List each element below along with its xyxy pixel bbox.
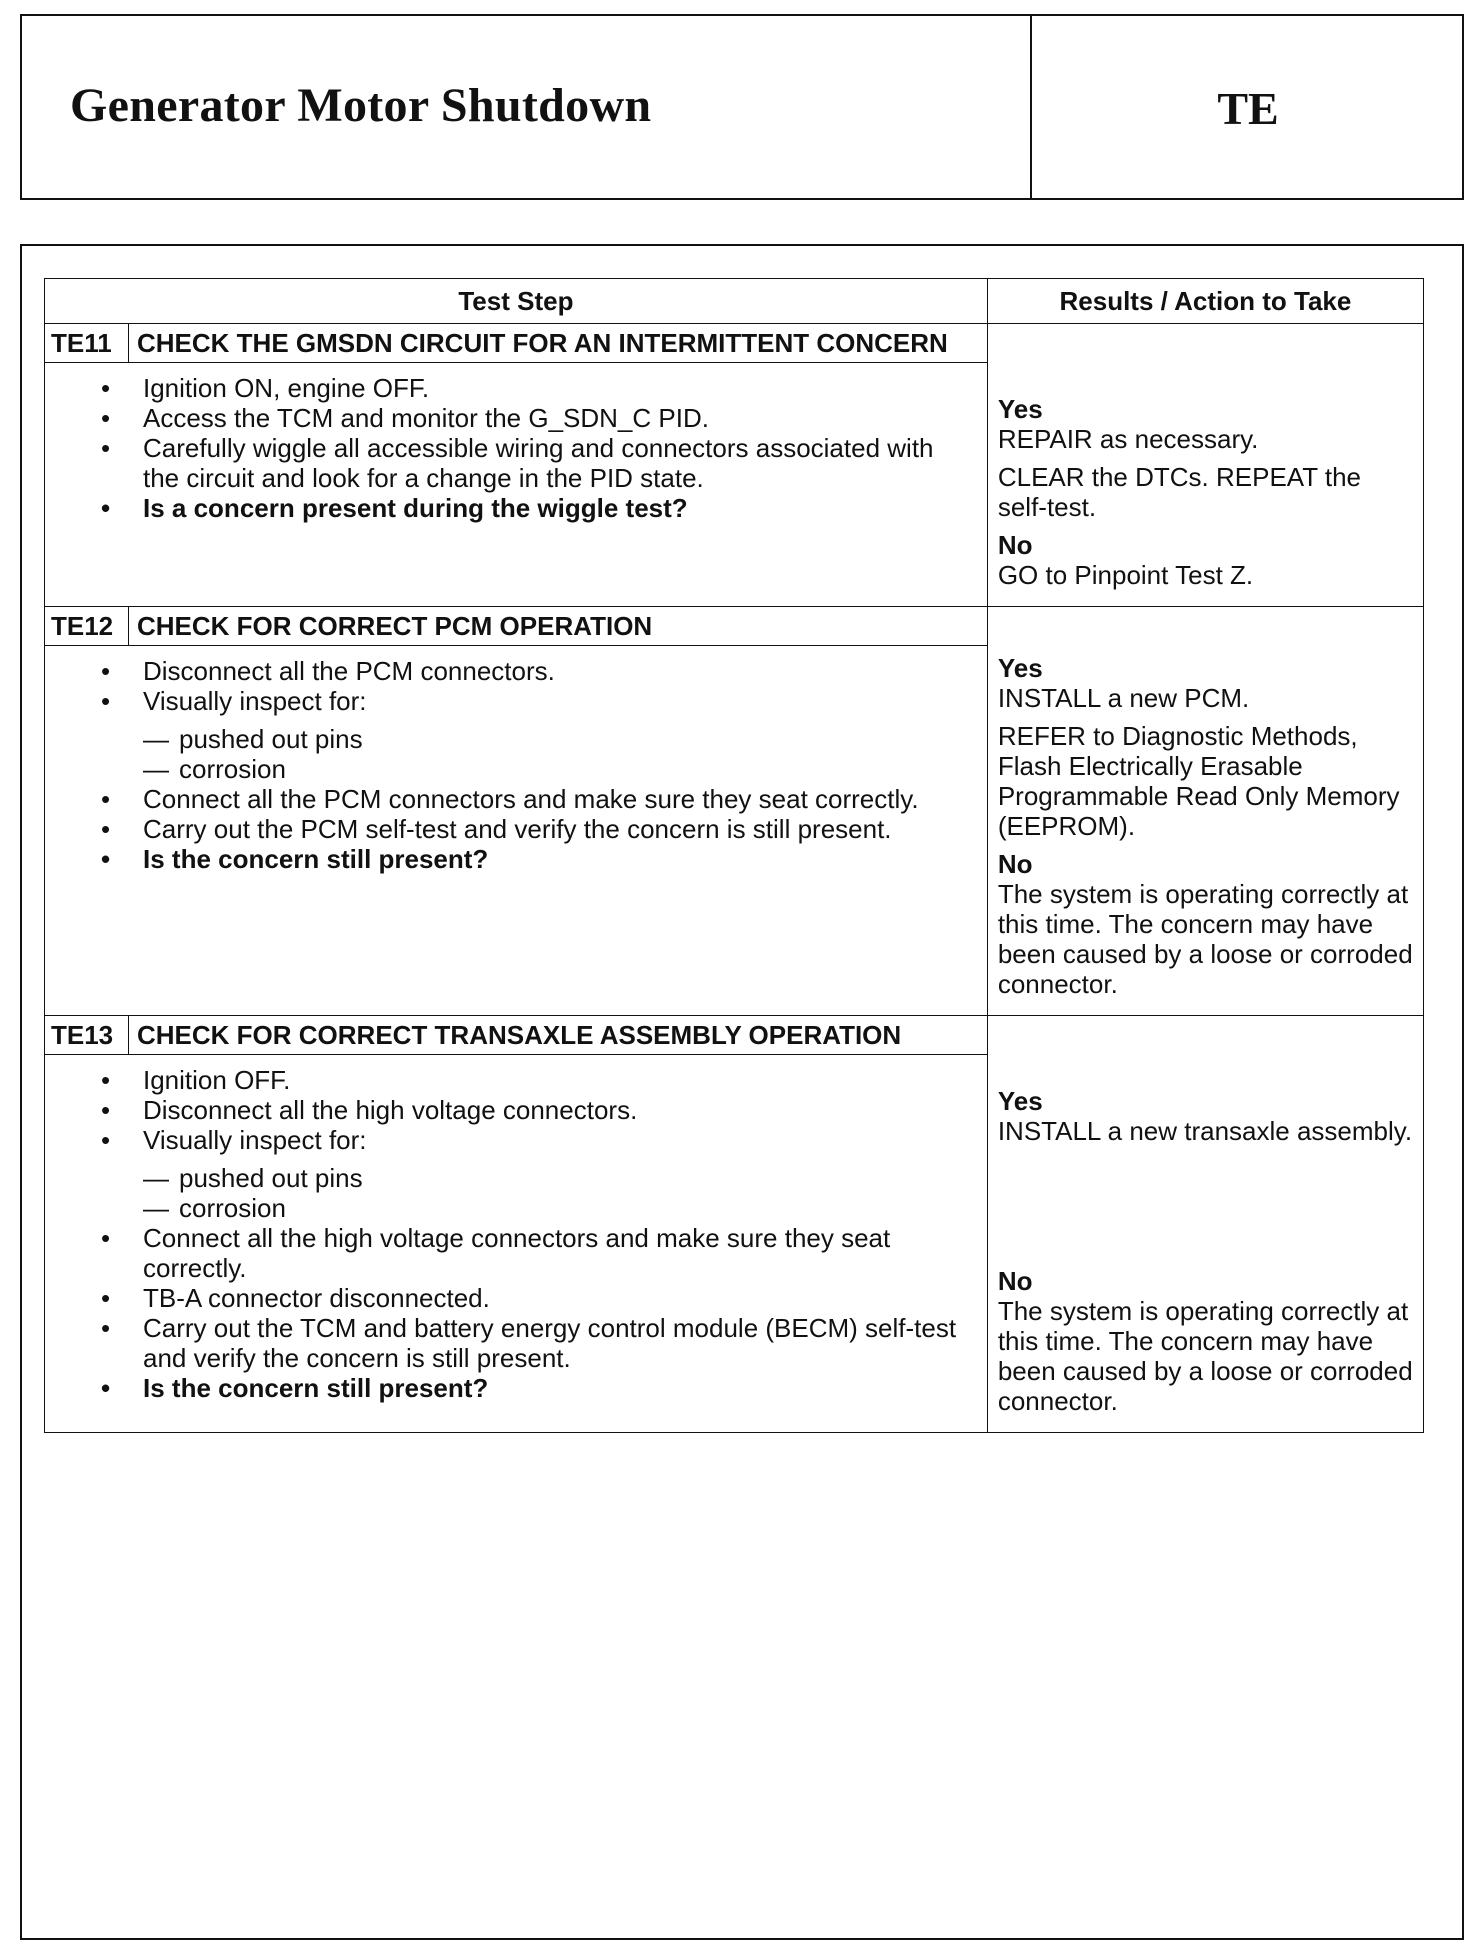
yes-label: Yes bbox=[997, 653, 1043, 683]
list-item: • Carry out the TCM and battery energy control module (BECM) self-test and verify the concern is still present. bbox=[143, 1313, 977, 1373]
step-question: • Is a concern present during the wiggle test? bbox=[143, 493, 977, 523]
list-item: • Ignition ON, engine OFF. bbox=[143, 373, 977, 403]
yes-action: REFER to Diagnostic Methods, Flash Electrically Erasable Programmable Read Only Memory (EEPROM). bbox=[997, 721, 1400, 841]
test-step-cell bbox=[45, 324, 988, 607]
diagnostic-table bbox=[44, 278, 1424, 1433]
list-item bbox=[143, 686, 977, 784]
list-item: • Carefully wiggle all accessible wiring and connectors associated with the circuit and look for a change in the PID state. bbox=[143, 433, 977, 493]
no-label: No bbox=[997, 849, 1033, 879]
results-cell bbox=[987, 607, 1423, 1016]
results-cell bbox=[987, 1016, 1423, 1433]
section-code: TE bbox=[1217, 83, 1279, 134]
list-item bbox=[143, 1125, 977, 1223]
step-id: TE13 bbox=[45, 1016, 129, 1054]
page-title: Generator Motor Shutdown bbox=[70, 79, 652, 132]
yes-action: INSTALL a new PCM. bbox=[997, 683, 1250, 713]
table-row bbox=[45, 324, 1424, 607]
step-id: TE12 bbox=[45, 607, 129, 645]
list-item: • Connect all the PCM connectors and make sure they seat correctly. bbox=[143, 784, 977, 814]
list-item: • Carry out the PCM self-test and verify the concern is still present. bbox=[143, 814, 977, 844]
sub-list-item bbox=[143, 724, 977, 754]
step-instructions bbox=[45, 363, 987, 533]
step-header bbox=[45, 607, 987, 646]
column-header-test-step: Test Step bbox=[45, 279, 988, 324]
step-header bbox=[45, 1016, 987, 1055]
yes-action: INSTALL a new transaxle assembly. bbox=[997, 1116, 1413, 1146]
sub-list-text: pushed out pins bbox=[179, 1163, 363, 1193]
list-item: • TB-A connector disconnected. bbox=[143, 1283, 977, 1313]
sub-list-text: corrosion bbox=[179, 754, 286, 784]
yes-action: CLEAR the DTCs. REPEAT the self-test. bbox=[997, 462, 1361, 522]
results-cell bbox=[987, 324, 1423, 607]
step-title: CHECK FOR CORRECT PCM OPERATION bbox=[137, 611, 653, 641]
sub-list bbox=[143, 724, 977, 784]
no-label: No bbox=[997, 1266, 1033, 1296]
yes-action: REPAIR as necessary. bbox=[997, 424, 1259, 454]
list-item-text: Visually inspect for: bbox=[143, 1125, 367, 1155]
sub-list bbox=[143, 1163, 977, 1223]
no-label: No bbox=[997, 530, 1033, 560]
step-question: • Is the concern still present? bbox=[143, 844, 977, 874]
no-action: GO to Pinpoint Test Z. bbox=[997, 560, 1254, 590]
test-step-cell bbox=[45, 607, 988, 1016]
step-header bbox=[45, 324, 987, 363]
step-title: CHECK FOR CORRECT TRANSAXLE ASSEMBLY OPERATION bbox=[137, 1020, 902, 1050]
step-instructions bbox=[45, 1055, 987, 1413]
sub-list-item bbox=[143, 1163, 977, 1193]
column-header-results: Results / Action to Take bbox=[987, 279, 1423, 324]
table-row bbox=[45, 607, 1424, 1016]
table-row bbox=[45, 1016, 1424, 1433]
no-action: The system is operating correctly at this time. The concern may have been caused by a loose or corroded connector. bbox=[997, 879, 1413, 999]
sub-list-item bbox=[143, 1193, 977, 1223]
step-title: CHECK THE GMSDN CIRCUIT FOR AN INTERMITTENT CONCERN bbox=[137, 328, 948, 358]
list-item: • Disconnect all the PCM connectors. bbox=[143, 656, 977, 686]
sub-list-text: corrosion bbox=[179, 1193, 286, 1223]
list-item: • Disconnect all the high voltage connectors. bbox=[143, 1095, 977, 1125]
sub-list-item bbox=[143, 754, 977, 784]
yes-label: Yes bbox=[997, 1086, 1043, 1116]
list-item: • Access the TCM and monitor the G_SDN_C PID. bbox=[143, 403, 977, 433]
no-action: The system is operating correctly at this time. The concern may have been caused by a loose or corroded connector. bbox=[997, 1296, 1413, 1416]
step-id: TE11 bbox=[45, 324, 129, 362]
page-header bbox=[20, 14, 1464, 200]
step-question: • Is the concern still present? bbox=[143, 1373, 977, 1403]
list-item: • Connect all the high voltage connectors and make sure they seat correctly. bbox=[143, 1223, 977, 1283]
yes-label: Yes bbox=[997, 394, 1043, 424]
test-step-cell bbox=[45, 1016, 988, 1433]
list-item: • Ignition OFF. bbox=[143, 1065, 977, 1095]
list-item-text: Visually inspect for: bbox=[143, 686, 367, 716]
step-instructions bbox=[45, 646, 987, 884]
sub-list-text: pushed out pins bbox=[179, 724, 363, 754]
